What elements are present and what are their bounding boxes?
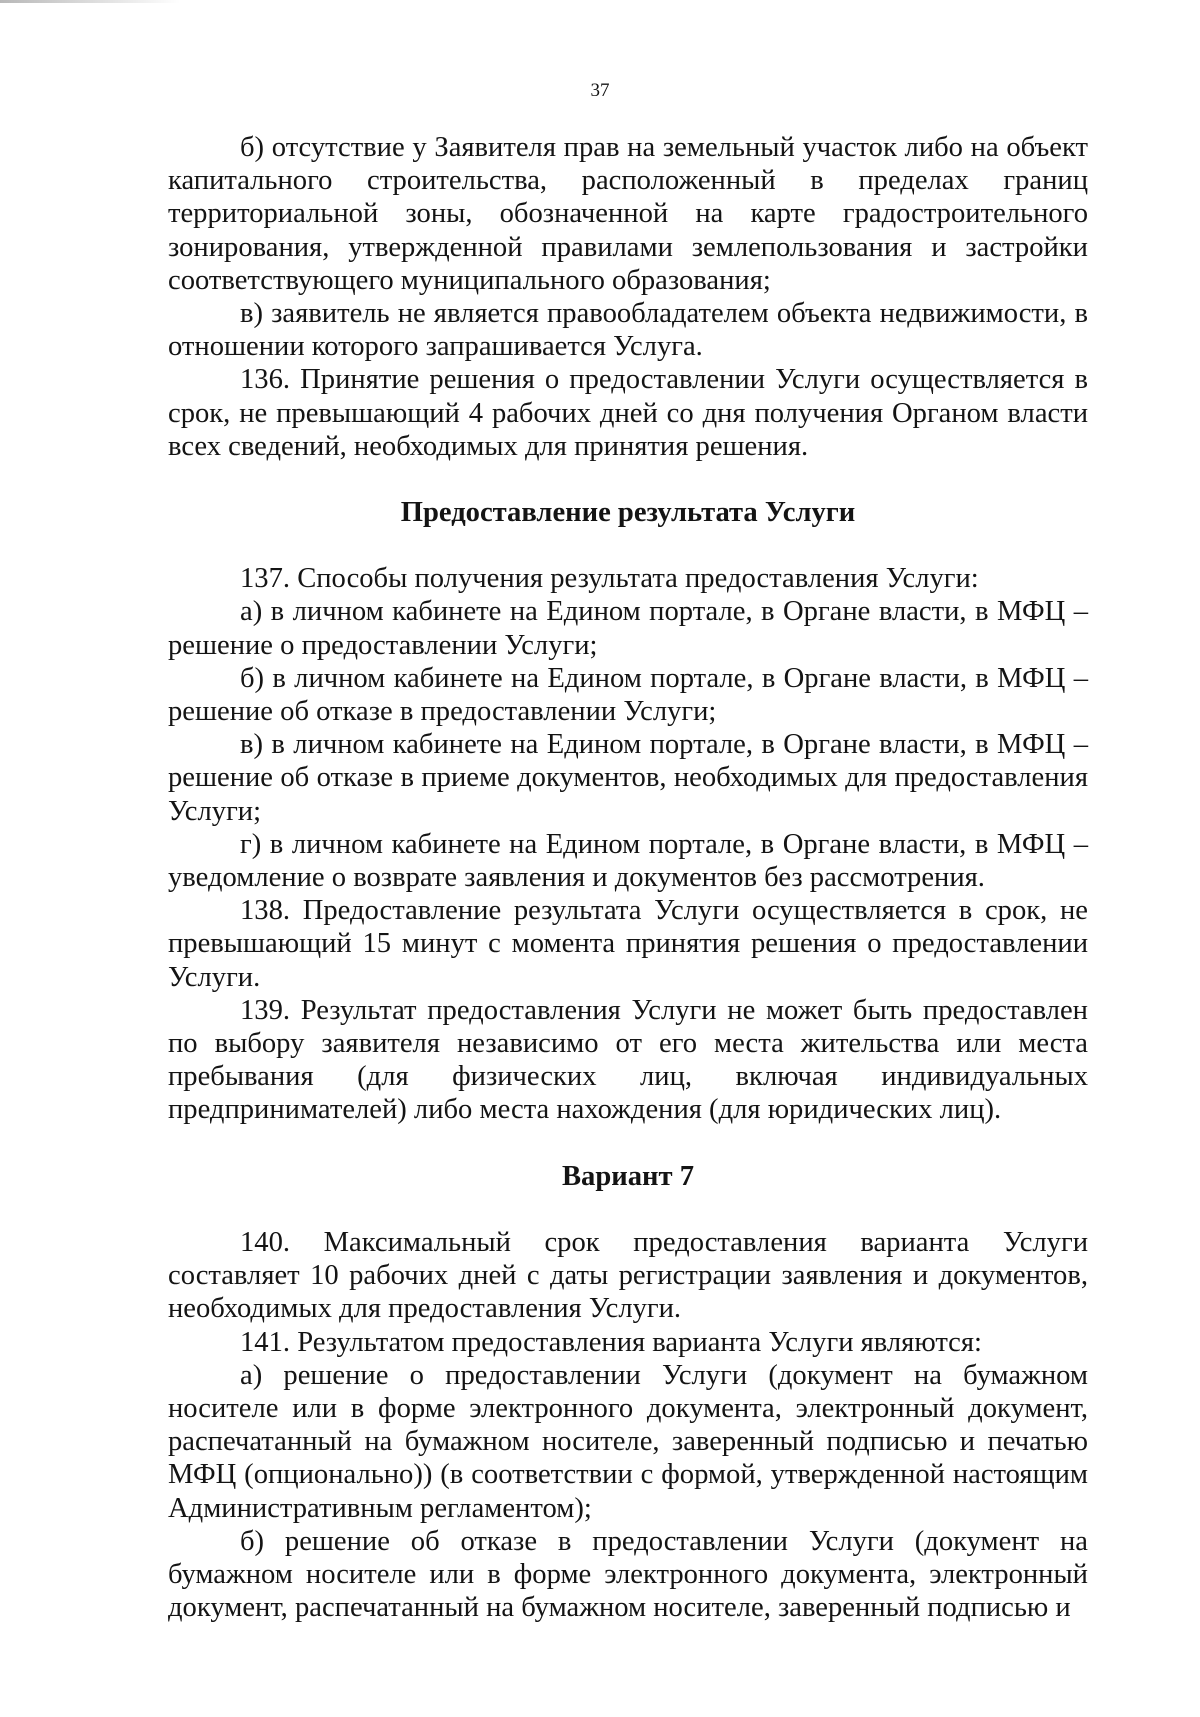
paragraph: 139. Результат предоставления Услуги не может быть предоставлен по выбору заявителя независимо от его места жительства или места пребывания (для физических лиц, включая индивидуальных предпринимателей) либо места нахождения (для юридических лиц). xyxy=(168,994,1088,1126)
document-body xyxy=(168,131,1088,1624)
paragraph: 137. Способы получения результата предоставления Услуги: xyxy=(240,563,979,595)
paragraph: б) решение об отказе в предоставлении Услуги (документ на бумажном носителе или в форме электронного документа, электронный документ, распечатанный на бумажном носителе, заверенный подписью и xyxy=(168,1525,1088,1624)
paragraph: а) в личном кабинете на Едином портале, в Органе власти, в МФЦ – решение о предоставлении Услуги; xyxy=(168,596,1088,661)
paragraph: 138. Предоставление результата Услуги осуществляется в срок, не превышающий 15 минут с момента принятия решения о предоставлении Услуги. xyxy=(168,895,1088,993)
paragraph: 136. Принятие решения о предоставлении Услуги осуществляется в срок, не превышающий 4 рабочих дней со дня получения Органом власти всех сведений, необходимых для принятия решения. xyxy=(168,364,1088,462)
paragraph: 140. Максимальный срок предоставления варианта Услуги составляет 10 рабочих дней с даты регистрации заявления и документов, необходимых для предоставления Услуги. xyxy=(168,1226,1088,1325)
paragraph: а) решение о предоставлении Услуги (документ на бумажном носителе или в форме электронного документа, электронный документ, распечатанный на бумажном носителе, заверенный подписью и печатью МФЦ (опционально)) (в соответствии с формой, утвержденной настоящим Административным регламентом); xyxy=(168,1359,1088,1524)
paragraph: в) в личном кабинете на Едином портале, в Органе власти, в МФЦ – решение об отказе в приеме документов, необходимых для предоставления Услуги; xyxy=(168,729,1088,827)
paragraph: 141. Результатом предоставления варианта Услуги являются: xyxy=(240,1326,982,1358)
paragraph: в) заявитель не является правообладателем объекта недвижимости, в отношении которого запрашивается Услуга. xyxy=(168,298,1088,363)
section-heading: Вариант 7 xyxy=(561,1160,694,1192)
page-number: 37 xyxy=(590,80,610,101)
section-heading: Предоставление результата Услуги xyxy=(400,497,856,529)
paragraph: г) в личном кабинете на Едином портале, в Органе власти, в МФЦ – уведомление о возврате заявления и документов без рассмотрения. xyxy=(168,828,1088,894)
paragraph: б) отсутствие у Заявителя прав на земельный участок либо на объект капитального строительства, расположенный в пределах границ территориальной зоны, обозначенной на карте градостроительного зонирования, утвержденной правилами землепользования и застройки соответствующего муниципального образования; xyxy=(168,132,1088,296)
scan-edge-mark xyxy=(0,0,180,3)
paragraph: б) в личном кабинете на Едином портале, в Органе власти, в МФЦ – решение об отказе в предоставлении Услуги; xyxy=(168,662,1088,728)
